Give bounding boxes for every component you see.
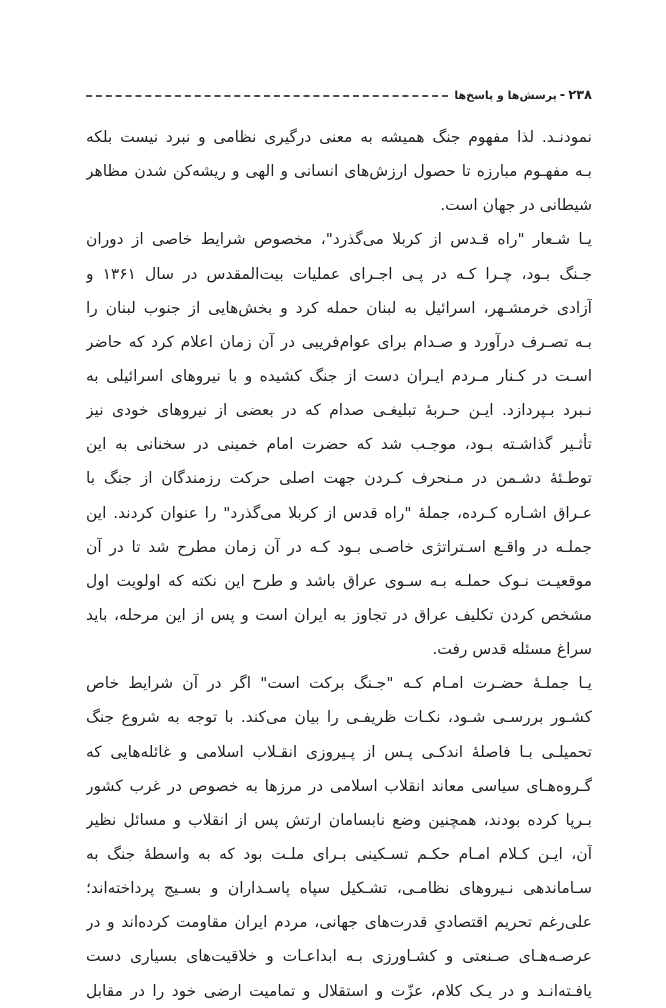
text-line: نمودنـد. لذا مفهوم جنگ همیشه به معنی درگیری نظامی و نبرد نیست بلکه <box>86 128 592 146</box>
paragraph <box>86 222 592 666</box>
paragraph <box>86 666 592 1007</box>
text-line: یـا شـعار "راه قـدس از کربلا می‌گذرد"، مخصوص شرایط خاصی از دوران <box>86 230 592 249</box>
running-header <box>86 84 592 106</box>
text-line: عرصـه‌هـای صـنعتی و کشـاورزی بـه ابداعـات و خلاقیت‌های بسیاری دست <box>86 947 592 966</box>
text-line: نـبرد بـپردازد. ایـن حـربهٔ تبلیغـی صدام که در بعضی از نیروهای خودی نیز <box>86 401 592 420</box>
page-number: ۲۳۸ <box>568 87 592 103</box>
text-line: جملـه در واقـع اسـتراتژی خاصـی بـود کـه در آن زمان مطرح شد تا در آن <box>86 537 592 556</box>
text-line: تحمیلـی بـا فاصلهٔ اندکـی پـس از پـیروزی انقـلاب اسلامی و غائله‌هایی که <box>86 742 592 761</box>
text-line: موقعیـت نـوک حملـه بـه سـوی عراق باشد و طرح این نکته که اولویت اول <box>86 571 592 590</box>
paragraph <box>86 120 592 222</box>
text-line: آن، ایـن کـلام امـام حکـم تسـکینی بـرای ملـت بود که به واسطهٔ جنگ به <box>86 844 592 863</box>
text-line: گـروه‌هـای سیاسی معاند انقلاب اسلامی در مرزها به خصوص در غرب کشور <box>86 776 592 795</box>
text-line: مشخص کردن تکلیف عراق در تجاوز به ایران است و پس از این مرحله، باید <box>86 605 592 624</box>
text-line: اسـت در کـنار مـردم ایـران دست از جنگ کشیده و با نیروهای اسرائیلی به <box>86 366 592 385</box>
header-dashed-rule <box>86 95 448 97</box>
text-line: تأثـیر گذاشـته بـود، موجـب شد که حضرت امام خمینی در سخنانی به این <box>86 435 592 454</box>
text-line: شیطانی در جهان است. <box>440 196 592 215</box>
text-line: علی‌رغم تحریم اقتصادیِ قدرت‌های جهانی، مردم ایران مقاومت کرده‌اند و در <box>86 913 592 932</box>
text-line: یافـته‌انـد و در یـک کلام، عزّت و استقلال و تمامیت ارضی خود را در مقابل <box>86 981 592 1000</box>
text-line: عـراق اشـاره کـرده، جملهٔ "راه قدس از کربلا می‌گذرد" را عنوان کردند. این <box>86 503 592 522</box>
text-line: توطـئهٔ دشـمن در مـنحرف کـردن جهت اصلی حرکت رزمندگان از جنگ با <box>86 469 592 488</box>
header-title: پرسش‌ها و پاسخ‌ها <box>454 88 557 102</box>
text-line: کشـور بررسـی شـود، نکـات ظریفـی را بیان می‌کند. با توجه به شروع جنگ <box>86 708 592 727</box>
text-line: سراغ مسئله قدس رفت. <box>432 640 592 659</box>
text-line: یـا جملـهٔ حضـرت امـام کـه "جـنگ برکت است" اگر در آن شرایط خاص <box>86 674 592 693</box>
text-line: جـنگ بـود، چـرا کـه در پـی اجـرای عملیات بیت‌المقدس در سال ۱۳۶۱ و <box>86 264 592 283</box>
text-line: بـرپا کرده بودند، همچنین وضع نابسامان ارتش پس از انقلاب و مسائل نظیر <box>86 810 592 829</box>
header-separator: - <box>559 87 566 103</box>
text-line: آزادی خرمشـهر، اسرائیل به لبنان حمله کرد و بخش‌هایی از جنوب لبنان را <box>86 298 592 317</box>
text-line: بـه مفهـوم مبارزه تا حصول ارزش‌های انسانی و الهی و ریشه‌کن شدن مظاهر <box>86 162 592 181</box>
body-text <box>86 120 592 1008</box>
text-line: بـه تصـرف درآورد و صـدام برای عوام‌فریبی در آن زمان اعلام کرد که حاضر <box>86 332 592 351</box>
text-line: سـاماندهی نـیروهای نظامـی، تشـکیل سپاه پاسـداران و بسـیج پرداخته‌اند؛ <box>86 879 592 898</box>
